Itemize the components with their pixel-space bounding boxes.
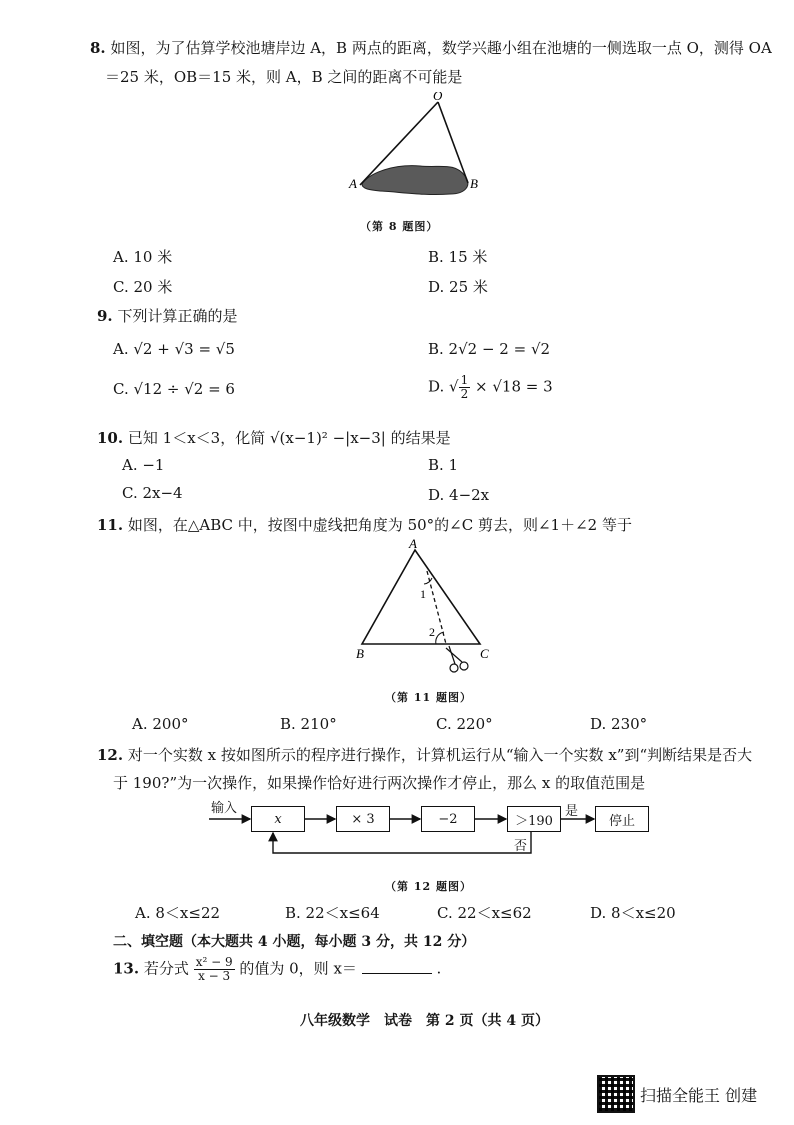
- label-angle-1: 1: [420, 587, 426, 601]
- q8-option-d: D. 25 米: [428, 278, 488, 296]
- q12-option-d: D. 8＜x≤20: [590, 904, 676, 922]
- q11-stem: [97, 514, 632, 535]
- q9-option-b: B. 2√2 − 2 = √2: [428, 340, 551, 358]
- q13-fraction: [194, 956, 235, 983]
- page-footer: 八年级数学 试卷 第 2 页（共 4 页）: [300, 1013, 549, 1029]
- flow-box-stop: [595, 806, 649, 832]
- pond-shape: [362, 166, 468, 195]
- label-a: A: [349, 176, 357, 191]
- q12-option-c: C. 22＜x≤62: [437, 904, 532, 922]
- q9-stem: [97, 305, 237, 326]
- fraction-numerator: x² − 9: [195, 955, 233, 969]
- q11-option-b: B. 210°: [280, 715, 337, 733]
- q9-option-d: [428, 374, 553, 401]
- fraction-numerator: 1: [460, 373, 469, 387]
- question-text: 如图，在△ABC 中，按图中虚线把角度为 50°的∠C 剪去，则∠1＋∠2 等于: [127, 516, 632, 534]
- question-end: .: [436, 959, 442, 978]
- flow-box-text: x: [274, 811, 282, 827]
- flow-box-x: [251, 806, 305, 832]
- label-o: O: [433, 92, 443, 103]
- q12-option-b: B. 22＜x≤64: [285, 904, 380, 922]
- flow-no-label: 否: [514, 839, 528, 854]
- option-letter: D.: [428, 377, 445, 396]
- q12-option-a: A. 8＜x≤22: [135, 904, 221, 922]
- q10-option-a: A. −1: [122, 456, 165, 474]
- option-rest: × √18 = 3: [475, 377, 553, 396]
- question-number: 11.: [97, 516, 124, 534]
- label-b: B: [356, 646, 364, 661]
- q9-option-c: C. √12 ÷ √2 = 6: [113, 380, 235, 398]
- flow-box-compare: [507, 806, 561, 832]
- label-b: B: [470, 176, 478, 191]
- q8-option-b: B. 15 米: [428, 248, 488, 266]
- question-text: 如图，为了估算学校池塘岸边 A，B 两点的距离，数学兴趣小组在池塘的一侧选取一点 O，测得 OA: [110, 39, 772, 57]
- question-number: 13.: [113, 959, 140, 978]
- q12-flowchart: [205, 795, 675, 865]
- question-number: 12.: [97, 746, 124, 764]
- question-suffix: 的值为 0，则 x＝: [239, 959, 357, 978]
- q8-stem-line2: ＝25 米，OB＝15 米，则 A，B 之间的距离不可能是: [105, 68, 463, 86]
- fraction-denominator: 2: [460, 387, 469, 401]
- q11-figure: [350, 538, 500, 674]
- label-c: C: [480, 646, 489, 661]
- flow-box-text: −2: [438, 811, 458, 827]
- label-angle-2: 2: [429, 625, 435, 639]
- q9-option-a: A. √2 + √3 = √5: [113, 340, 235, 358]
- flow-box-text: × 3: [351, 811, 375, 827]
- q10-option-c: C. 2x−4: [122, 484, 183, 502]
- fraction-denominator: x − 3: [198, 969, 231, 983]
- question-number: 10.: [97, 429, 124, 447]
- q12-stem-line1: [97, 744, 787, 765]
- q11-option-d: D. 230°: [590, 715, 648, 733]
- section-heading: 二、填空题（本大题共 4 小题，每小题 3 分，共 12 分）: [113, 934, 476, 950]
- q8-option-c: C. 20 米: [113, 278, 173, 296]
- qr-code-icon: [597, 1075, 635, 1113]
- q11-option-c: C. 220°: [436, 715, 493, 733]
- flow-box-text: ＞190: [515, 813, 553, 829]
- q8-caption: （第 8 题图）: [360, 220, 439, 233]
- sqrt-sign: √: [449, 377, 459, 396]
- q8-option-a: A. 10 米: [113, 248, 173, 266]
- flow-yes-label: 是: [565, 804, 579, 819]
- question-text: 对一个实数 x 按如图所示的程序进行操作，计算机运行从“输入一个实数 x”到“判断结果是否大: [127, 746, 753, 764]
- q10-stem: [97, 427, 451, 448]
- watermark-text: 扫描全能王 创建: [640, 1086, 758, 1105]
- question-number: 9.: [97, 307, 113, 325]
- scissors-icon: [446, 646, 468, 672]
- angle-1-arc: [424, 578, 432, 584]
- question-text: 已知 1＜x＜3，化简 √(x−1)² −|x−3| 的结果是: [127, 429, 451, 447]
- q11-option-a: A. 200°: [132, 715, 189, 733]
- question-text: 下列计算正确的是: [117, 307, 238, 325]
- label-a: A: [409, 538, 417, 551]
- question-prefix: 若分式: [143, 959, 189, 978]
- q11-caption: （第 11 题图）: [385, 691, 472, 704]
- q12-caption: （第 12 题图）: [385, 880, 472, 893]
- q8-stem-line1: [90, 37, 780, 58]
- flow-input-label: 输入: [211, 801, 238, 816]
- q8-figure: [340, 92, 500, 198]
- q10-option-d: D. 4−2x: [428, 486, 490, 504]
- answer-blank[interactable]: [362, 959, 432, 974]
- flow-box-minus-2: [421, 806, 475, 832]
- question-number: 8.: [90, 39, 106, 57]
- fraction-one-half: [459, 374, 471, 401]
- q12-stem-line2: 于 190?”为一次操作，如果操作恰好进行两次操作才停止，那么 x 的取值范围是: [113, 774, 646, 792]
- flow-box-times-3: [336, 806, 390, 832]
- q10-option-b: B. 1: [428, 456, 459, 474]
- q13-stem: [113, 956, 441, 983]
- flow-box-text: 停止: [608, 813, 635, 829]
